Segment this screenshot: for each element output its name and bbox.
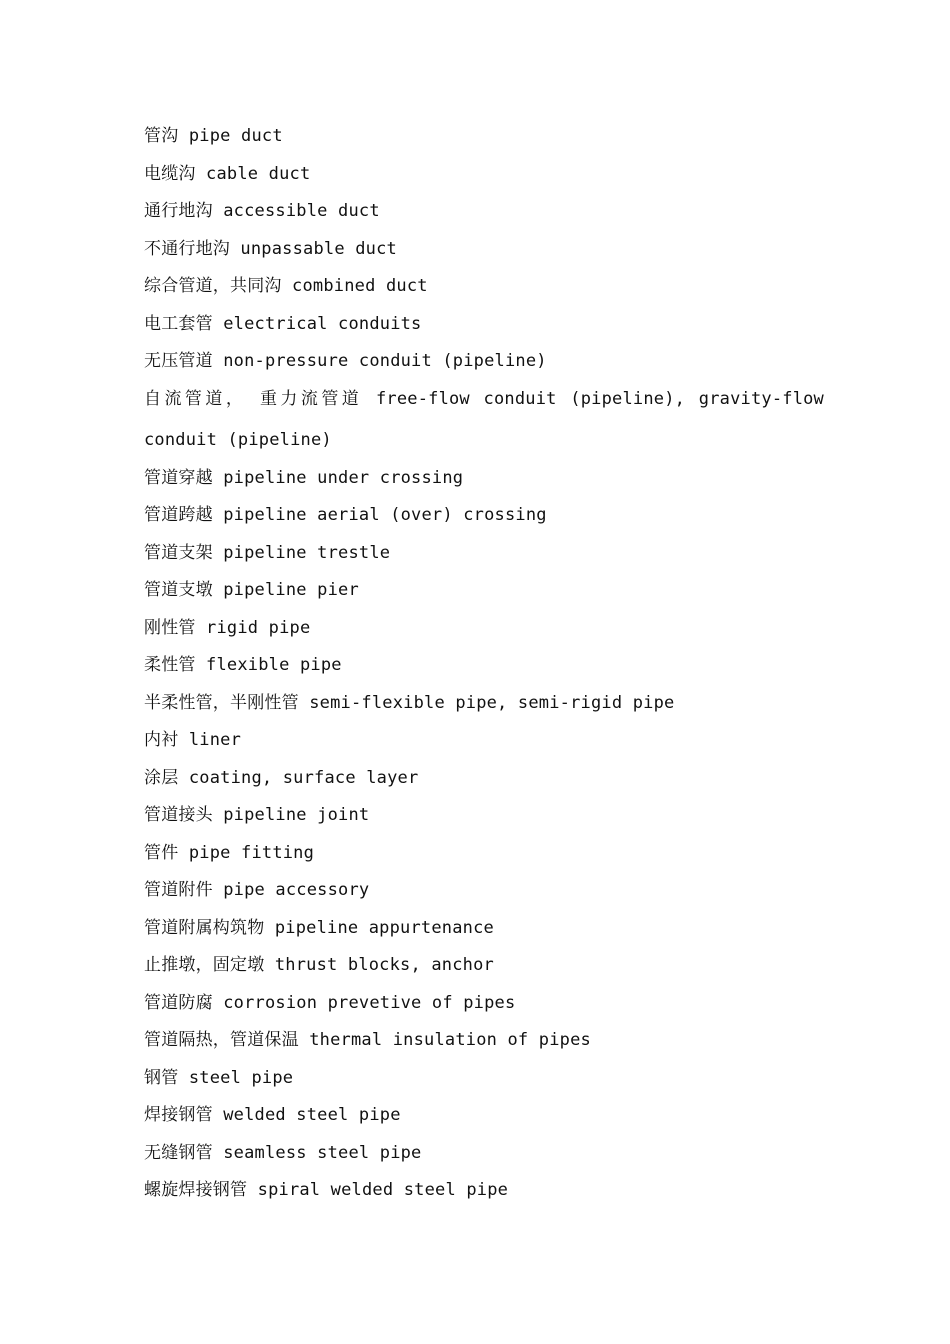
glossary-entry: 涂层 coating, surface layer (144, 767, 419, 788)
glossary-entry: 管道跨越 pipeline aerial (over) crossing (144, 505, 547, 525)
glossary-entry: 螺旋焊接钢管 spiral welded steel pipe (144, 1180, 509, 1200)
glossary-entry: 不通行地沟 unpassable duct (144, 238, 397, 259)
glossary-entry: 通行地沟 accessible duct (144, 201, 380, 221)
glossary-entry: 电缆沟 cable duct (144, 163, 311, 184)
glossary-entry: 管道接头 pipeline joint (144, 805, 370, 825)
glossary-entry: 止推墩，固定墩 thrust blocks, anchor (144, 955, 494, 975)
glossary-entry: 管道支架 pipeline trestle (144, 542, 391, 563)
glossary-entry: 管道附属构筑物 pipeline appurtenance (144, 917, 494, 938)
glossary-entry: 内衬 liner (144, 730, 242, 750)
glossary-entry: 无压管道 non-pressure conduit (pipeline) (144, 351, 547, 371)
glossary-entry: 半柔性管，半刚性管 semi-flexible pipe, semi-rigid pipe (144, 692, 675, 713)
glossary-entry: 管件 pipe fitting (144, 842, 315, 863)
glossary-entry: 焊接钢管 welded steel pipe (144, 1105, 401, 1125)
glossary-entry: 电工套管 electrical conduits (144, 313, 422, 334)
glossary-entry: 综合管道，共同沟 combined duct (144, 276, 428, 296)
glossary-entry: 管道防腐 corrosion prevetive of pipes (144, 992, 516, 1013)
glossary-entry: 管道穿越 pipeline under crossing (144, 467, 464, 488)
glossary-entry: 柔性管 flexible pipe (144, 655, 342, 675)
glossary-entry: 管道隔热，管道保温 thermal insulation of pipes (144, 1030, 591, 1050)
glossary-list (144, 118, 824, 1210)
glossary-entry: 管沟 pipe duct (144, 126, 283, 146)
glossary-entry: 钢管 steel pipe (144, 1067, 294, 1088)
glossary-entry: 管道附件 pipe accessory (144, 880, 370, 900)
glossary-entry: 刚性管 rigid pipe (144, 617, 311, 638)
glossary-entry: 无缝钢管 seamless steel pipe (144, 1142, 422, 1163)
glossary-entry: 管道支墩 pipeline pier (144, 580, 359, 600)
glossary-entry: 自流管道， 重力流管道 free-flow conduit (pipeline), gravity-flow conduit (pipeline) (144, 388, 824, 450)
